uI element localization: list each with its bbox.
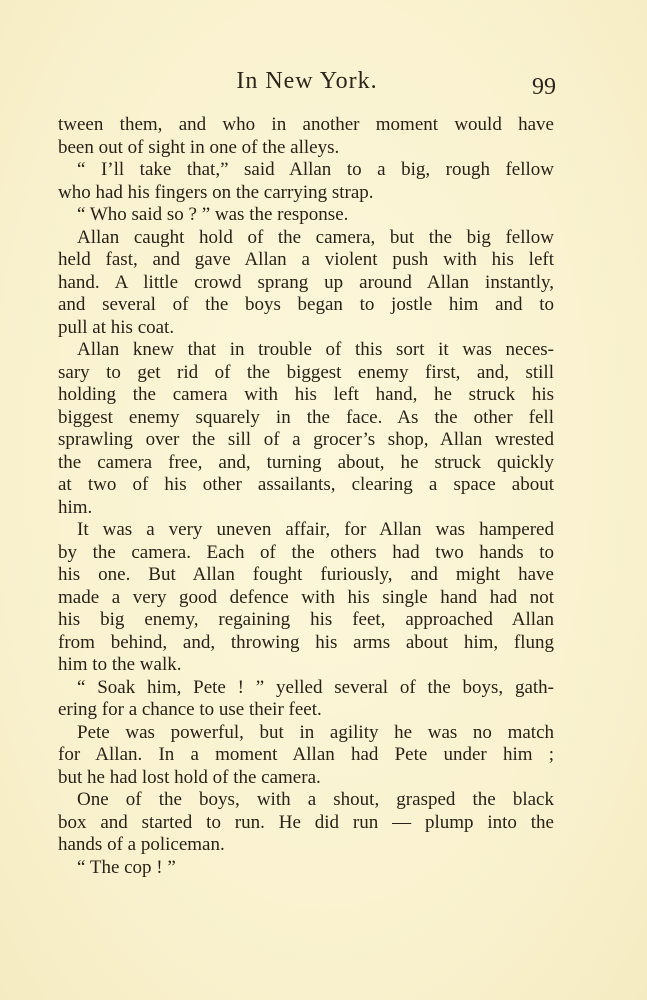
text-line: sprawling over the sill of a grocer’s shop, Allan wrested [58,429,554,450]
text-line: from behind, and, throwing his arms about him, flung [58,631,554,653]
text-line: pull at his coat. [58,316,175,338]
text-line: been out of sight in one of the alleys. [58,136,340,158]
text-line: him to the walk. [58,654,182,675]
text-line: held fast, and gave Allan a violent push with his left [58,249,554,270]
text-line: tween them, and who in another moment would have [58,114,554,135]
text-line: but he had lost hold of the camera. [58,766,321,788]
text-line: his big enemy, regaining his feet, approached Allan [58,609,554,630]
text-line: “ Who said so ? ” was the response. [77,204,349,225]
text-line: sary to get rid of the biggest enemy first, and, still [58,361,554,383]
text-line: “ The cop ! ” [77,856,176,878]
text-line: holding the camera with his left hand, he struck his [58,384,554,405]
running-head [58,68,556,102]
page-number: 99 [532,74,556,100]
text-line: made a very good defence with his single hand had not [58,586,554,608]
text-line: for Allan. In a moment Allan had Pete under him ; [58,744,554,765]
text-line: Pete was powerful, but in agility he was no match [77,721,554,743]
text-line: hand. A little crowd sprang up around Allan instantly, [58,271,554,293]
text-line: “ I’ll take that,” said Allan to a big, rough fellow [77,159,554,180]
text-line: Allan knew that in trouble of this sort it was neces- [77,339,554,360]
text-line: him. [58,496,93,518]
text-line: by the camera. Each of the others had two hands to [58,541,554,563]
text-line: the camera free, and, turning about, he struck quickly [58,451,554,473]
text-line: at two of his other assailants, clearing a space about [58,474,554,495]
body-text [58,114,554,879]
text-line: “ Soak him, Pete ! ” yelled several of the boys, gath- [77,676,554,698]
running-title: In New York. [236,68,378,94]
text-line: ering for a chance to use their feet. [58,699,322,720]
text-line: One of the boys, with a shout, grasped the black [77,789,554,810]
text-line: It was a very uneven affair, for Allan was hampered [77,519,554,540]
text-line: Allan caught hold of the camera, but the big fellow [77,226,554,248]
text-line: box and started to run. He did run — plump into the [58,811,554,833]
text-line: biggest enemy squarely in the face. As the other fell [58,406,554,428]
text-line: his one. But Allan fought furiously, and might have [58,564,554,585]
text-line: hands of a policeman. [58,834,225,855]
text-line: and several of the boys began to jostle him and to [58,294,554,315]
text-line: who had his fingers on the carrying strap. [58,181,374,203]
